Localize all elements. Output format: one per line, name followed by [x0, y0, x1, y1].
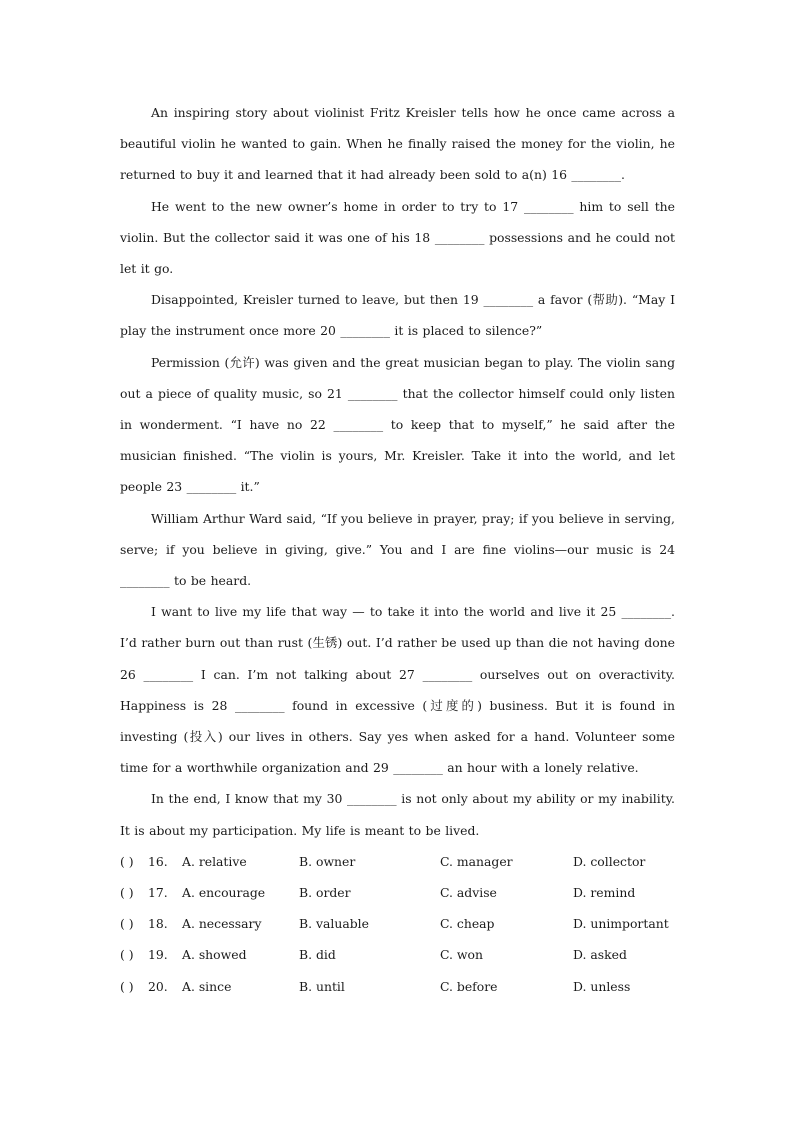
option-d: D. collector [573, 853, 646, 869]
option-a: A. relative [182, 853, 247, 869]
passage-paragraph-2: He went to the new owner’s home in order to try to 17 ________ him to sell the violin. But the collector said it was one of his 18 ________ possessions and he could not let it go. [120, 198, 675, 277]
option-c: C. advise [440, 885, 497, 901]
question-row-18 [120, 908, 675, 939]
question-row-17 [120, 877, 675, 908]
option-c: C. cheap [440, 916, 495, 932]
option-c: C. before [440, 978, 498, 994]
passage-paragraph-6: I want to live my life that way — to take it into the world and live it 25 ________. I’d rather burn out than rust (生锈) out. I’d rather be used up than die not having done 26 ________ I can. I’m not talking about 27 ________ ourselves out on overactivity. Happiness is 28 ________ found in excessive (过度的) business. But it is found in investing (投入) our lives in others. Say yes when asked for a hand. Volunteer some time for a worthwhile organization and 29 ________ an hour with a lonely relative. [120, 604, 675, 776]
option-d: D. unless [573, 978, 631, 994]
question-row-19 [120, 939, 675, 970]
passage-paragraph-7: In the end, I know that my 30 ________ is not only about my ability or my inability. It is about my participation. My life is meant to be lived. [120, 791, 675, 838]
passage-paragraph-4: Permission (允许) was given and the great musician began to play. The violin sang out a piece of quality music, so 21 ________ that the collector himself could only listen in wonderment. “I have no 22 ________ to keep that to myself,” he said after the musician finished. “The violin is yours, Mr. Kreisler. Take it into the world, and let people 23 ________ it.” [120, 354, 675, 495]
reading-passage [120, 97, 675, 846]
option-d: D. unimportant [573, 916, 669, 932]
question-list [120, 846, 675, 1002]
option-c: C. won [440, 947, 483, 963]
option-a: A. showed [182, 947, 247, 963]
passage-paragraph-5: William Arthur Ward said, “If you believe in prayer, pray; if you believe in serving, serve; if you believe in giving, give.” You and I are fine violins—our music is 24 ________ to be heard. [120, 510, 675, 589]
passage-paragraph-1: An inspiring story about violinist Fritz Kreisler tells how he once came across a beautiful violin he wanted to gain. When he finally raised the money for the violin, he returned to buy it and learned that it had already been sold to a(n) 16 ________. [120, 105, 675, 183]
option-a: A. since [182, 978, 232, 994]
question-row-16 [120, 846, 675, 877]
answer-blank[interactable]: ( ) [120, 916, 134, 932]
question-row-20 [120, 971, 675, 1002]
question-number: 16. [148, 853, 168, 869]
document-page [120, 97, 675, 1002]
option-b: B. until [299, 978, 345, 994]
option-b: B. owner [299, 853, 356, 869]
answer-blank[interactable]: ( ) [120, 978, 134, 994]
option-d: D. asked [573, 947, 627, 963]
option-a: A. encourage [182, 885, 266, 901]
answer-blank[interactable]: ( ) [120, 853, 134, 869]
question-number: 17. [148, 885, 168, 901]
answer-blank[interactable]: ( ) [120, 947, 134, 963]
option-b: B. valuable [299, 916, 369, 932]
option-a: A. necessary [182, 916, 262, 932]
question-number: 18. [148, 916, 168, 932]
option-c: C. manager [440, 853, 513, 869]
question-number: 20. [148, 978, 168, 994]
option-b: B. did [299, 947, 336, 963]
option-b: B. order [299, 885, 351, 901]
option-d: D. remind [573, 885, 636, 901]
passage-paragraph-3: Disappointed, Kreisler turned to leave, but then 19 ________ a favor (帮助). “May I play the instrument once more 20 ________ it is placed to silence?” [120, 292, 675, 339]
question-number: 19. [148, 947, 168, 963]
answer-blank[interactable]: ( ) [120, 885, 134, 901]
